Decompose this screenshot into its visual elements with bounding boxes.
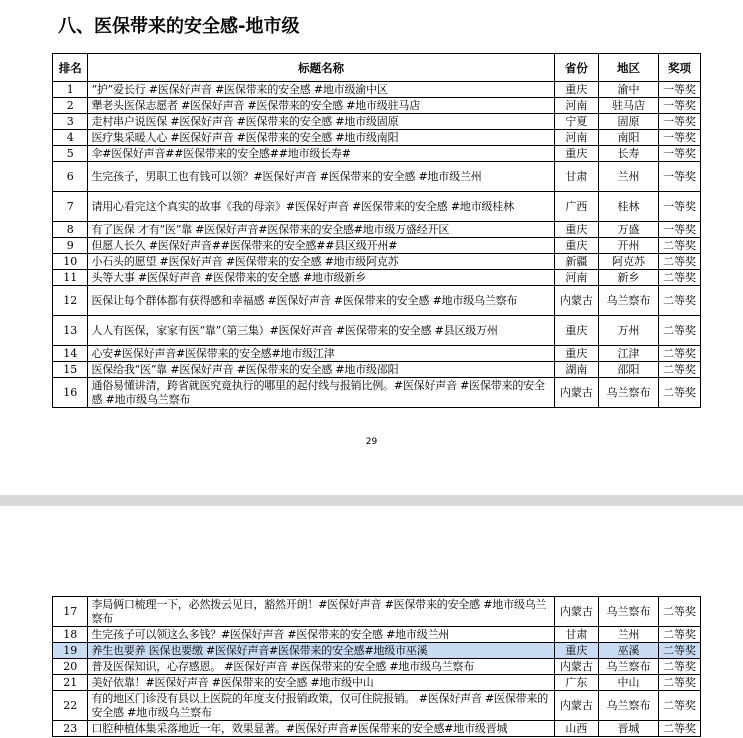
rank-cell: 15 xyxy=(53,362,88,378)
section-heading: 八、医保带来的安全感-地市级 xyxy=(58,16,300,37)
award-cell: 二等奖 xyxy=(659,270,701,286)
area-cell: 乌兰察布 xyxy=(598,659,658,675)
page-separator xyxy=(0,495,743,506)
province-cell: 内蒙古 xyxy=(554,691,598,721)
table-row[interactable] xyxy=(53,162,701,192)
table-row[interactable] xyxy=(53,643,701,659)
title-cell: 走村串户说医保 #医保好声音 #医保带来的安全感 #地市级固原 xyxy=(88,114,554,130)
table-row[interactable] xyxy=(53,82,701,98)
award-cell: 二等奖 xyxy=(659,316,701,346)
table-row[interactable] xyxy=(53,627,701,643)
rank-cell: 17 xyxy=(53,597,88,627)
area-cell: 巫溪 xyxy=(598,643,658,659)
title-cell: 小石头的愿望 #医保好声音 #医保带来的安全感 #地市级阿克苏 xyxy=(88,254,554,270)
area-cell: 南阳 xyxy=(598,130,658,146)
award-cell: 二等奖 xyxy=(659,643,701,659)
province-cell: 广西 xyxy=(554,192,598,222)
title-cell: “护”爱长行 #医保好声音 #医保带来的安全感 #地市级渝中区 xyxy=(88,82,554,98)
title-cell: 请用心看完这个真实的故事《我的母亲》#医保好声音 #医保带来的安全感 #地市级桂林 xyxy=(88,192,554,222)
area-cell: 新乡 xyxy=(598,270,658,286)
rank-cell: 14 xyxy=(53,346,88,362)
rank-cell: 11 xyxy=(53,270,88,286)
table-row[interactable] xyxy=(53,98,701,114)
area-cell: 乌兰察布 xyxy=(598,378,658,408)
rank-cell: 5 xyxy=(53,146,88,162)
table-row[interactable] xyxy=(53,130,701,146)
province-cell: 宁夏 xyxy=(554,114,598,130)
awards-table-page-30 xyxy=(52,596,701,737)
rank-cell: 23 xyxy=(53,721,88,737)
header-title: 标题名称 xyxy=(88,54,554,82)
province-cell: 内蒙古 xyxy=(554,659,598,675)
rank-cell: 21 xyxy=(53,675,88,691)
province-cell: 内蒙古 xyxy=(554,597,598,627)
title-cell: 犟老头医保志愿者 #医保好声音 #医保带来的安全感 #地市级驻马店 xyxy=(88,98,554,114)
title-cell: 有的地区门诊没有县以上医院的年度支付报销政策，仅可住院报销。 #医保好声音 #医保带来的安全感 #地市级乌兰察布 xyxy=(88,691,554,721)
province-cell: 重庆 xyxy=(554,222,598,238)
area-cell: 固原 xyxy=(598,114,658,130)
table-row[interactable] xyxy=(53,238,701,254)
province-cell: 内蒙古 xyxy=(554,378,598,408)
rank-cell: 22 xyxy=(53,691,88,721)
rank-cell: 10 xyxy=(53,254,88,270)
table-row[interactable] xyxy=(53,192,701,222)
header-rank: 排名 xyxy=(53,54,88,82)
award-cell: 二等奖 xyxy=(659,691,701,721)
title-cell: 有了医保 才有“医”靠 #医保好声音#医保带来的安全感#地市级万盛经开区 xyxy=(88,222,554,238)
area-cell: 渝中 xyxy=(598,82,658,98)
province-cell: 重庆 xyxy=(554,316,598,346)
area-cell: 兰州 xyxy=(598,162,658,192)
award-cell: 一等奖 xyxy=(659,146,701,162)
award-cell: 一等奖 xyxy=(659,162,701,192)
area-cell: 阿克苏 xyxy=(598,254,658,270)
award-cell: 二等奖 xyxy=(659,597,701,627)
province-cell: 河南 xyxy=(554,98,598,114)
title-cell: 通俗易懂讲清，跨省就医究竟执行的哪里的起付线与报销比例。#医保好声音 #医保带来的安全感 #地市级乌兰察布 xyxy=(88,378,554,408)
area-cell: 万盛 xyxy=(598,222,658,238)
table-row[interactable] xyxy=(53,362,701,378)
award-cell: 二等奖 xyxy=(659,238,701,254)
table-row[interactable] xyxy=(53,114,701,130)
area-cell: 乌兰察布 xyxy=(598,597,658,627)
page-number: 29 xyxy=(365,437,378,447)
province-cell: 重庆 xyxy=(554,238,598,254)
area-cell: 江津 xyxy=(598,346,658,362)
award-cell: 一等奖 xyxy=(659,114,701,130)
rank-cell: 13 xyxy=(53,316,88,346)
award-cell: 二等奖 xyxy=(659,286,701,316)
header-award: 奖项 xyxy=(659,54,701,82)
table-row[interactable] xyxy=(53,270,701,286)
title-cell: 口腔种植体集采落地近一年，效果显著。#医保好声音#医保带来的安全感#地市级晋城 xyxy=(88,721,554,737)
table-row[interactable] xyxy=(53,146,701,162)
title-cell: 心安#医保好声音#医保带来的安全感#地市级江津 xyxy=(88,346,554,362)
area-cell: 驻马店 xyxy=(598,98,658,114)
award-cell: 一等奖 xyxy=(659,192,701,222)
rank-cell: 7 xyxy=(53,192,88,222)
rank-cell: 3 xyxy=(53,114,88,130)
title-cell: 养生也要养 医保也要缴 #医保好声音#医保带来的安全感#地级市巫溪 xyxy=(88,643,554,659)
title-cell: 头等大事 #医保好声音 #医保带来的安全感 #地市级新乡 xyxy=(88,270,554,286)
document-page-30 xyxy=(0,506,743,738)
province-cell: 重庆 xyxy=(554,643,598,659)
province-cell: 重庆 xyxy=(554,346,598,362)
rank-cell: 20 xyxy=(53,659,88,675)
province-cell: 山西 xyxy=(554,721,598,737)
area-cell: 长寿 xyxy=(598,146,658,162)
province-cell: 内蒙古 xyxy=(554,286,598,316)
table-row[interactable] xyxy=(53,346,701,362)
area-cell: 桂林 xyxy=(598,192,658,222)
rank-cell: 18 xyxy=(53,627,88,643)
award-cell: 二等奖 xyxy=(659,675,701,691)
award-cell: 一等奖 xyxy=(659,222,701,238)
title-cell: 李局俩口梳理一下，必然拨云见日，豁然开朗！#医保好声音 #医保带来的安全感 #地市级乌兰察布 xyxy=(88,597,554,627)
awards-table-page-29 xyxy=(52,53,701,408)
area-cell: 万州 xyxy=(598,316,658,346)
table-row[interactable] xyxy=(53,659,701,675)
title-cell: 但愿人长久 #医保好声音##医保带来的安全感##县区级开州# xyxy=(88,238,554,254)
title-cell: 生完孩子可以领这么多钱？#医保好声音 #医保带来的安全感 #地市级兰州 xyxy=(88,627,554,643)
award-cell: 二等奖 xyxy=(659,378,701,408)
area-cell: 中山 xyxy=(598,675,658,691)
province-cell: 河南 xyxy=(554,270,598,286)
table-row[interactable] xyxy=(53,286,701,316)
area-cell: 乌兰察布 xyxy=(598,691,658,721)
award-cell: 一等奖 xyxy=(659,130,701,146)
area-cell: 乌兰察布 xyxy=(598,286,658,316)
rank-cell: 9 xyxy=(53,238,88,254)
title-cell: 伞#医保好声音##医保带来的安全感##地市级长寿# xyxy=(88,146,554,162)
rank-cell: 1 xyxy=(53,82,88,98)
area-cell: 兰州 xyxy=(598,627,658,643)
title-cell: 美好依靠！#医保好声音 #医保带来的安全感 #地市级中山 xyxy=(88,675,554,691)
title-cell: 医保让每个群体都有获得感和幸福感 #医保好声音 #医保带来的安全感 #地市级乌兰察布 xyxy=(88,286,554,316)
area-cell: 开州 xyxy=(598,238,658,254)
award-cell: 二等奖 xyxy=(659,346,701,362)
rank-cell: 16 xyxy=(53,378,88,408)
award-cell: 二等奖 xyxy=(659,254,701,270)
table-row[interactable] xyxy=(53,378,701,408)
province-cell: 新疆 xyxy=(554,254,598,270)
rank-cell: 4 xyxy=(53,130,88,146)
table-row[interactable] xyxy=(53,691,701,721)
title-cell: 普及医保知识，心存感恩。 #医保好声音 #医保带来的安全感 #地市级乌兰察布 xyxy=(88,659,554,675)
province-cell: 甘肃 xyxy=(554,627,598,643)
award-cell: 二等奖 xyxy=(659,721,701,737)
table-row[interactable] xyxy=(53,316,701,346)
table-row[interactable] xyxy=(53,597,701,627)
award-cell: 二等奖 xyxy=(659,362,701,378)
header-area: 地区 xyxy=(598,54,658,82)
province-cell: 湖南 xyxy=(554,362,598,378)
province-cell: 河南 xyxy=(554,130,598,146)
title-cell: 医保给我“医”靠 #医保好声音 #医保带来的安全感 #地市级邵阳 xyxy=(88,362,554,378)
rank-cell: 19 xyxy=(53,643,88,659)
province-cell: 甘肃 xyxy=(554,162,598,192)
rank-cell: 2 xyxy=(53,98,88,114)
table-row[interactable] xyxy=(53,675,701,691)
table-row[interactable] xyxy=(53,721,701,737)
rank-cell: 6 xyxy=(53,162,88,192)
province-cell: 重庆 xyxy=(554,82,598,98)
title-cell: 人人有医保，家家有医“靠”（第三集）#医保好声音 #医保带来的安全感 #县区级万州 xyxy=(88,316,554,346)
table-row[interactable] xyxy=(53,254,701,270)
rank-cell: 12 xyxy=(53,286,88,316)
table-header-row xyxy=(53,54,701,82)
province-cell: 广东 xyxy=(554,675,598,691)
title-cell: 生完孩子，男职工也有钱可以领？#医保好声音 #医保带来的安全感 #地市级兰州 xyxy=(88,162,554,192)
header-province: 省份 xyxy=(554,54,598,82)
award-cell: 一等奖 xyxy=(659,98,701,114)
title-cell: 医疗集采暖人心 #医保好声音 #医保带来的安全感 #地市级南阳 xyxy=(88,130,554,146)
province-cell: 重庆 xyxy=(554,146,598,162)
table-row[interactable] xyxy=(53,222,701,238)
award-cell: 二等奖 xyxy=(659,627,701,643)
award-cell: 二等奖 xyxy=(659,659,701,675)
award-cell: 一等奖 xyxy=(659,82,701,98)
area-cell: 邵阳 xyxy=(598,362,658,378)
rank-cell: 8 xyxy=(53,222,88,238)
area-cell: 晋城 xyxy=(598,721,658,737)
